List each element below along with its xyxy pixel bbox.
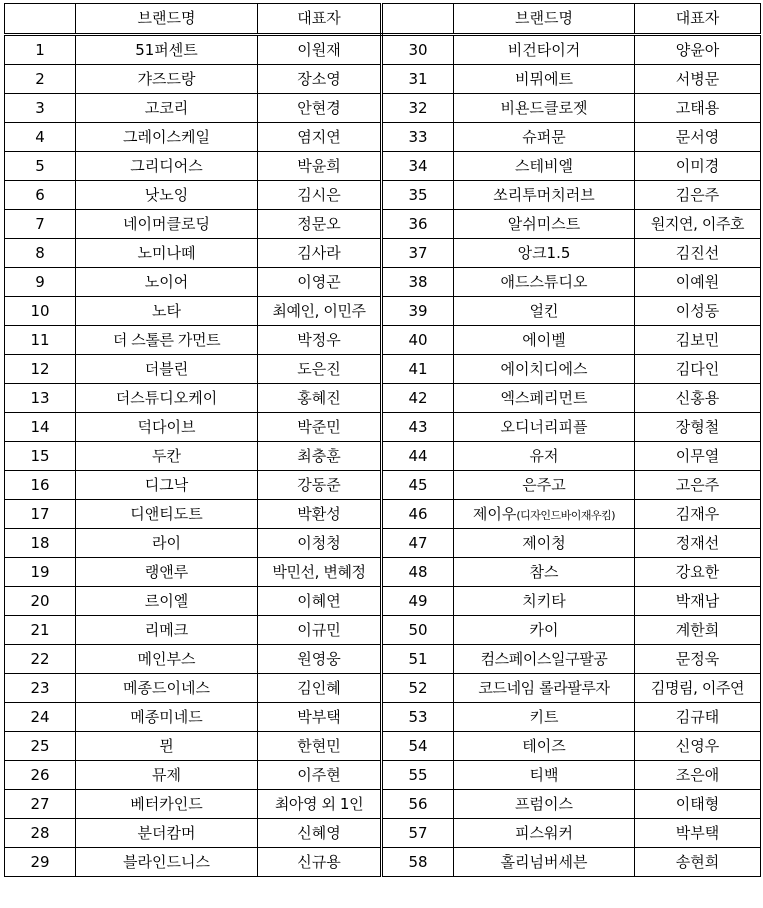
left-number-cell: 16	[5, 471, 76, 500]
brand-note: (디자인드바이재우킴)	[516, 508, 616, 522]
right-number-cell: 43	[382, 413, 454, 442]
left-brand-cell: 블라인드니스	[76, 848, 258, 877]
left-rep-cell: 안현경	[258, 94, 382, 123]
left-brand-cell: 고코리	[76, 94, 258, 123]
right-rep-cell: 김다인	[635, 355, 761, 384]
header-num-left	[5, 4, 76, 35]
header-rep-right: 대표자	[635, 4, 761, 35]
table-row	[5, 384, 761, 413]
left-number-cell: 6	[5, 181, 76, 210]
right-rep-cell: 박재남	[635, 587, 761, 616]
left-rep-cell: 이원재	[258, 35, 382, 65]
left-brand-cell: 메종미네드	[76, 703, 258, 732]
right-rep-cell: 송현희	[635, 848, 761, 877]
right-brand-cell: 홀리넘버세븐	[454, 848, 635, 877]
left-number-cell: 27	[5, 790, 76, 819]
right-rep-cell: 이무열	[635, 442, 761, 471]
right-rep-cell: 신홍용	[635, 384, 761, 413]
left-rep-cell: 이주현	[258, 761, 382, 790]
left-rep-cell: 도은진	[258, 355, 382, 384]
right-rep-cell: 장형철	[635, 413, 761, 442]
table-row	[5, 732, 761, 761]
right-number-cell: 42	[382, 384, 454, 413]
right-brand-cell: 프럼이스	[454, 790, 635, 819]
table-row	[5, 500, 761, 529]
left-number-cell: 3	[5, 94, 76, 123]
right-number-cell: 37	[382, 239, 454, 268]
left-brand-cell: 그리디어스	[76, 152, 258, 181]
right-rep-cell: 김은주	[635, 181, 761, 210]
left-rep-cell: 이혜연	[258, 587, 382, 616]
right-rep-cell: 김규태	[635, 703, 761, 732]
left-rep-cell: 신혜영	[258, 819, 382, 848]
right-rep-cell: 정재선	[635, 529, 761, 558]
left-number-cell: 1	[5, 35, 76, 65]
left-number-cell: 10	[5, 297, 76, 326]
left-rep-cell: 한현민	[258, 732, 382, 761]
left-brand-cell: 노미나떼	[76, 239, 258, 268]
table-row	[5, 65, 761, 94]
left-brand-cell: 51퍼센트	[76, 35, 258, 65]
table-row	[5, 616, 761, 645]
right-number-cell: 53	[382, 703, 454, 732]
left-rep-cell: 박윤희	[258, 152, 382, 181]
right-rep-cell: 김진선	[635, 239, 761, 268]
table-row	[5, 761, 761, 790]
right-number-cell: 56	[382, 790, 454, 819]
right-number-cell: 40	[382, 326, 454, 355]
left-number-cell: 2	[5, 65, 76, 94]
right-brand-cell: 얼킨	[454, 297, 635, 326]
left-number-cell: 8	[5, 239, 76, 268]
right-brand-cell: 오디너리피플	[454, 413, 635, 442]
left-rep-cell: 박정우	[258, 326, 382, 355]
right-brand-cell: 치키타	[454, 587, 635, 616]
right-rep-cell: 문정욱	[635, 645, 761, 674]
right-brand-cell: 테이즈	[454, 732, 635, 761]
left-brand-cell: 낫노잉	[76, 181, 258, 210]
left-brand-cell: 메종드이네스	[76, 674, 258, 703]
right-brand-cell: 티백	[454, 761, 635, 790]
table-row	[5, 819, 761, 848]
left-number-cell: 28	[5, 819, 76, 848]
left-brand-cell: 디그낙	[76, 471, 258, 500]
table-row	[5, 674, 761, 703]
right-number-cell: 39	[382, 297, 454, 326]
left-rep-cell: 김사라	[258, 239, 382, 268]
table-body	[5, 4, 761, 877]
right-rep-cell: 계한희	[635, 616, 761, 645]
left-brand-cell: 르이엘	[76, 587, 258, 616]
table-row	[5, 645, 761, 674]
table-row	[5, 703, 761, 732]
right-brand-cell: 엑스페리먼트	[454, 384, 635, 413]
left-brand-cell: 리메크	[76, 616, 258, 645]
right-number-cell: 32	[382, 94, 454, 123]
left-rep-cell: 장소영	[258, 65, 382, 94]
table-row	[5, 239, 761, 268]
left-rep-cell: 김인혜	[258, 674, 382, 703]
left-number-cell: 21	[5, 616, 76, 645]
right-rep-cell: 원지연, 이주호	[635, 210, 761, 239]
right-brand-cell: 에이벨	[454, 326, 635, 355]
table-row	[5, 471, 761, 500]
right-number-cell: 52	[382, 674, 454, 703]
header-num-right	[382, 4, 454, 35]
left-number-cell: 13	[5, 384, 76, 413]
brand-table	[4, 3, 761, 877]
table-row	[5, 587, 761, 616]
left-rep-cell: 원영웅	[258, 645, 382, 674]
left-rep-cell: 최충훈	[258, 442, 382, 471]
table-row	[5, 35, 761, 65]
right-rep-cell: 양윤아	[635, 35, 761, 65]
left-brand-cell: 라이	[76, 529, 258, 558]
right-number-cell: 34	[382, 152, 454, 181]
table-row	[5, 181, 761, 210]
right-rep-cell: 고태용	[635, 94, 761, 123]
left-number-cell: 26	[5, 761, 76, 790]
right-brand-cell: 참스	[454, 558, 635, 587]
left-rep-cell: 최예인, 이민주	[258, 297, 382, 326]
left-rep-cell: 박준민	[258, 413, 382, 442]
right-brand-cell: 비뮈에트	[454, 65, 635, 94]
table-row	[5, 326, 761, 355]
right-number-cell: 47	[382, 529, 454, 558]
left-rep-cell: 박환성	[258, 500, 382, 529]
left-number-cell: 25	[5, 732, 76, 761]
right-brand-cell: 비욘드클로젯	[454, 94, 635, 123]
right-brand-cell	[454, 500, 635, 529]
left-brand-cell: 갸즈드랑	[76, 65, 258, 94]
left-rep-cell: 이청청	[258, 529, 382, 558]
right-rep-cell: 이미경	[635, 152, 761, 181]
right-rep-cell: 김명림, 이주연	[635, 674, 761, 703]
left-rep-cell: 이영곤	[258, 268, 382, 297]
right-rep-cell: 강요한	[635, 558, 761, 587]
right-brand-cell: 앙크1.5	[454, 239, 635, 268]
right-number-cell: 33	[382, 123, 454, 152]
table-row	[5, 268, 761, 297]
left-brand-cell: 디앤티도트	[76, 500, 258, 529]
right-rep-cell: 서병문	[635, 65, 761, 94]
left-brand-cell: 덕다이브	[76, 413, 258, 442]
left-number-cell: 12	[5, 355, 76, 384]
left-number-cell: 22	[5, 645, 76, 674]
right-brand-cell: 알쉬미스트	[454, 210, 635, 239]
left-rep-cell: 강동준	[258, 471, 382, 500]
right-brand-cell: 쏘리투머치러브	[454, 181, 635, 210]
right-brand-cell: 슈퍼문	[454, 123, 635, 152]
right-number-cell: 41	[382, 355, 454, 384]
right-brand-cell: 제이청	[454, 529, 635, 558]
right-number-cell: 46	[382, 500, 454, 529]
right-number-cell: 54	[382, 732, 454, 761]
left-number-cell: 20	[5, 587, 76, 616]
left-number-cell: 7	[5, 210, 76, 239]
right-rep-cell: 김재우	[635, 500, 761, 529]
left-brand-cell: 메인부스	[76, 645, 258, 674]
left-number-cell: 19	[5, 558, 76, 587]
header-rep-left: 대표자	[258, 4, 382, 35]
left-number-cell: 24	[5, 703, 76, 732]
left-number-cell: 11	[5, 326, 76, 355]
left-rep-cell: 최아영 외 1인	[258, 790, 382, 819]
left-brand-cell: 분더캄머	[76, 819, 258, 848]
left-number-cell: 14	[5, 413, 76, 442]
right-brand-cell: 유저	[454, 442, 635, 471]
left-number-cell: 5	[5, 152, 76, 181]
left-rep-cell: 홍혜진	[258, 384, 382, 413]
table-row	[5, 94, 761, 123]
table-row	[5, 413, 761, 442]
right-number-cell: 50	[382, 616, 454, 645]
right-number-cell: 55	[382, 761, 454, 790]
header-brand-right: 브랜드명	[454, 4, 635, 35]
table-row	[5, 442, 761, 471]
right-number-cell: 38	[382, 268, 454, 297]
header-row	[5, 4, 761, 35]
left-rep-cell: 정문오	[258, 210, 382, 239]
right-brand-cell: 에이치디에스	[454, 355, 635, 384]
left-brand-cell: 더스튜디오케이	[76, 384, 258, 413]
right-rep-cell: 이태형	[635, 790, 761, 819]
table-row	[5, 123, 761, 152]
right-brand-cell: 코드네임 롤라팔루자	[454, 674, 635, 703]
left-brand-cell: 네이머클로딩	[76, 210, 258, 239]
left-rep-cell: 염지연	[258, 123, 382, 152]
right-rep-cell: 이성동	[635, 297, 761, 326]
brand-name: 제이우	[472, 504, 517, 523]
table-row	[5, 297, 761, 326]
left-brand-cell: 그레이스케일	[76, 123, 258, 152]
right-brand-cell: 스테비엘	[454, 152, 635, 181]
right-rep-cell: 이예원	[635, 268, 761, 297]
left-brand-cell: 노타	[76, 297, 258, 326]
right-number-cell: 45	[382, 471, 454, 500]
right-rep-cell: 조은애	[635, 761, 761, 790]
left-rep-cell: 이규민	[258, 616, 382, 645]
left-brand-cell: 노이어	[76, 268, 258, 297]
table-row	[5, 848, 761, 877]
right-number-cell: 58	[382, 848, 454, 877]
right-number-cell: 51	[382, 645, 454, 674]
right-brand-cell: 은주고	[454, 471, 635, 500]
left-number-cell: 17	[5, 500, 76, 529]
table-row	[5, 152, 761, 181]
right-rep-cell: 신영우	[635, 732, 761, 761]
left-brand-cell: 뮌	[76, 732, 258, 761]
left-brand-cell: 뮤제	[76, 761, 258, 790]
right-brand-cell: 카이	[454, 616, 635, 645]
left-brand-cell: 베터카인드	[76, 790, 258, 819]
left-rep-cell: 박민선, 변혜정	[258, 558, 382, 587]
header-brand-left: 브랜드명	[76, 4, 258, 35]
right-brand-cell: 컴스페이스일구팔공	[454, 645, 635, 674]
right-rep-cell: 문서영	[635, 123, 761, 152]
table-row	[5, 558, 761, 587]
left-brand-cell: 더블린	[76, 355, 258, 384]
left-rep-cell: 박부택	[258, 703, 382, 732]
right-number-cell: 44	[382, 442, 454, 471]
left-number-cell: 18	[5, 529, 76, 558]
left-number-cell: 9	[5, 268, 76, 297]
left-number-cell: 15	[5, 442, 76, 471]
left-rep-cell: 김시은	[258, 181, 382, 210]
left-number-cell: 29	[5, 848, 76, 877]
left-brand-cell: 더 스톨른 가먼트	[76, 326, 258, 355]
table-row	[5, 355, 761, 384]
left-brand-cell: 랭앤루	[76, 558, 258, 587]
right-rep-cell: 김보민	[635, 326, 761, 355]
right-number-cell: 35	[382, 181, 454, 210]
right-number-cell: 31	[382, 65, 454, 94]
left-number-cell: 23	[5, 674, 76, 703]
right-number-cell: 30	[382, 35, 454, 65]
right-number-cell: 57	[382, 819, 454, 848]
right-brand-cell: 애드스튜디오	[454, 268, 635, 297]
table-row	[5, 529, 761, 558]
right-brand-cell: 비건타이거	[454, 35, 635, 65]
right-rep-cell: 박부택	[635, 819, 761, 848]
left-brand-cell: 두칸	[76, 442, 258, 471]
left-number-cell: 4	[5, 123, 76, 152]
table-row	[5, 210, 761, 239]
right-brand-cell: 키트	[454, 703, 635, 732]
right-brand-cell: 피스워커	[454, 819, 635, 848]
right-number-cell: 36	[382, 210, 454, 239]
left-rep-cell: 신규용	[258, 848, 382, 877]
right-number-cell: 49	[382, 587, 454, 616]
right-rep-cell: 고은주	[635, 471, 761, 500]
table-row	[5, 790, 761, 819]
right-number-cell: 48	[382, 558, 454, 587]
